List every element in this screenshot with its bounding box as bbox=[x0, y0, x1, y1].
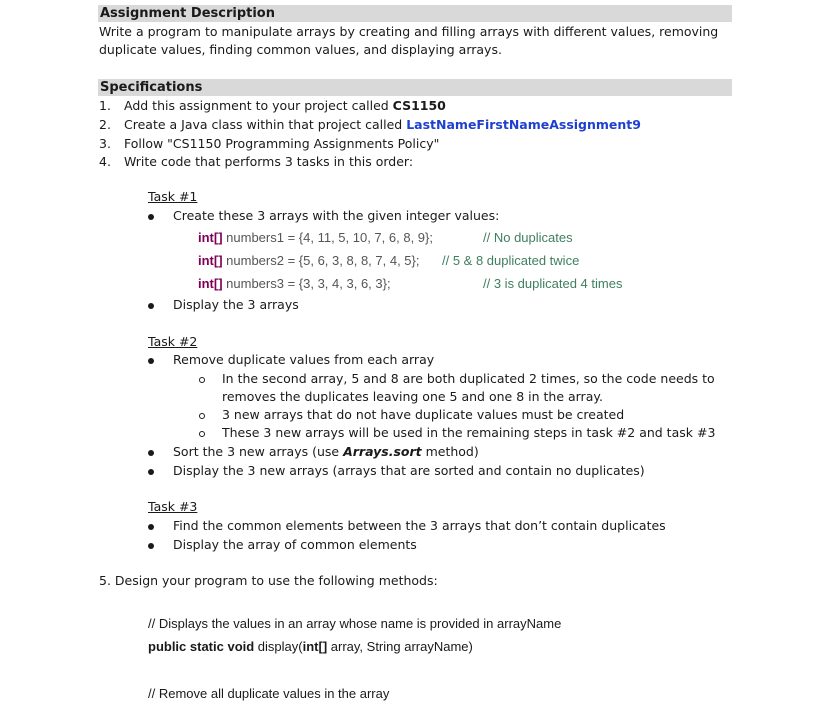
spec-item-2 bbox=[99, 117, 641, 133]
spec-item-4 bbox=[99, 154, 414, 170]
bullet-icon bbox=[148, 543, 154, 549]
sub-bullet-icon bbox=[199, 431, 205, 437]
task-2-sub-2: 3 new arrays that do not have duplicate values must be created bbox=[222, 407, 625, 422]
spec-item-text: Add this assignment to your project called bbox=[124, 98, 393, 113]
bullet-icon bbox=[148, 214, 154, 220]
task-1-bullet-1: Create these 3 arrays with the given integer values: bbox=[173, 208, 500, 223]
code-text: numbers3 = {3, 3, 4, 3, 6, 3}; bbox=[222, 276, 391, 291]
task-2-bullet-3: Display the 3 new arrays (arrays that are sorted and contain no duplicates) bbox=[173, 463, 645, 478]
task-1-title: Task #1 bbox=[148, 189, 198, 204]
code-keyword: int[] bbox=[198, 230, 223, 245]
task-2-title: Task #2 bbox=[148, 334, 198, 349]
code-line-numbers1 bbox=[198, 230, 433, 246]
code-keyword: int[] bbox=[198, 253, 223, 268]
text-fragment: Sort the 3 new arrays (use bbox=[173, 444, 344, 459]
spec-item-number: 2. bbox=[99, 117, 111, 132]
task-2-sub-1-line-2: removes the duplicates leaving one 5 and one 8 in the array. bbox=[222, 389, 603, 404]
bullet-icon bbox=[148, 469, 154, 475]
code-keyword: int[] bbox=[198, 276, 223, 291]
method-comment-display: // Displays the values in an array whose name is provided in arrayName bbox=[148, 616, 562, 631]
bullet-icon bbox=[148, 524, 154, 530]
spec-item-3 bbox=[99, 136, 440, 152]
task-3-bullet-2: Display the array of common elements bbox=[173, 537, 417, 552]
task-2-bullet-2 bbox=[173, 444, 479, 460]
bullet-icon bbox=[148, 358, 154, 364]
assignment-text-line-2: duplicate values, finding common values, and displaying arrays. bbox=[99, 42, 502, 57]
bullet-icon bbox=[148, 450, 154, 456]
task-2-bullet-1: Remove duplicate values from each array bbox=[173, 352, 435, 367]
arrays-sort-method: Arrays.sort bbox=[343, 444, 422, 459]
task-3-bullet-1: Find the common elements between the 3 arrays that don’t contain duplicates bbox=[173, 518, 666, 533]
sub-bullet-icon bbox=[199, 377, 205, 383]
task-3-title: Task #3 bbox=[148, 499, 198, 514]
method-comment-remove-duplicates: // Remove all duplicate values in the array bbox=[148, 686, 390, 701]
task-2-sub-1-line-1: In the second array, 5 and 8 are both duplicated 2 times, so the code needs to bbox=[222, 371, 715, 386]
spec-item-number: 1. bbox=[99, 98, 111, 113]
spec-item-1 bbox=[99, 98, 446, 114]
code-comment: // 5 & 8 duplicated twice bbox=[442, 253, 580, 268]
spec-item-text: Create a Java class within that project called bbox=[124, 117, 407, 132]
code-line-numbers2 bbox=[198, 253, 419, 269]
task-2-sub-3: These 3 new arrays will be used in the remaining steps in task #2 and task #3 bbox=[222, 425, 716, 440]
assignment-text-line-1: Write a program to manipulate arrays by creating and filling arrays with different values, removing bbox=[99, 24, 719, 39]
code-text: numbers2 = {5, 6, 3, 8, 8, 7, 4, 5}; bbox=[222, 253, 420, 268]
code-text: display( bbox=[254, 639, 303, 654]
spec-item-number: 4. bbox=[99, 154, 111, 169]
code-comment: // No duplicates bbox=[483, 230, 573, 245]
code-keyword: int[] bbox=[302, 639, 328, 654]
text-fragment: method) bbox=[421, 444, 479, 459]
step-5-text: 5. Design your program to use the following methods: bbox=[99, 573, 438, 588]
bullet-icon bbox=[148, 303, 154, 309]
project-name: CS1150 bbox=[392, 98, 446, 113]
spec-item-number: 3. bbox=[99, 136, 111, 151]
assignment-heading: Assignment Description bbox=[98, 5, 732, 22]
task-1-bullet-2: Display the 3 arrays bbox=[173, 297, 299, 312]
code-text: numbers1 = {4, 11, 5, 10, 7, 6, 8, 9}; bbox=[222, 230, 433, 245]
code-text: array, String arrayName) bbox=[327, 639, 473, 654]
code-line-numbers3 bbox=[198, 276, 391, 292]
spec-item-text: Follow "CS1150 Programming Assignments Policy" bbox=[124, 136, 440, 151]
class-name: LastNameFirstNameAssignment9 bbox=[406, 117, 641, 132]
sub-bullet-icon bbox=[199, 413, 205, 419]
specifications-heading: Specifications bbox=[98, 79, 732, 96]
code-comment: // 3 is duplicated 4 times bbox=[483, 276, 623, 291]
method-signature-display bbox=[148, 639, 473, 655]
code-keyword: public static void bbox=[148, 639, 255, 654]
spec-item-text: Write code that performs 3 tasks in this order: bbox=[124, 154, 414, 169]
